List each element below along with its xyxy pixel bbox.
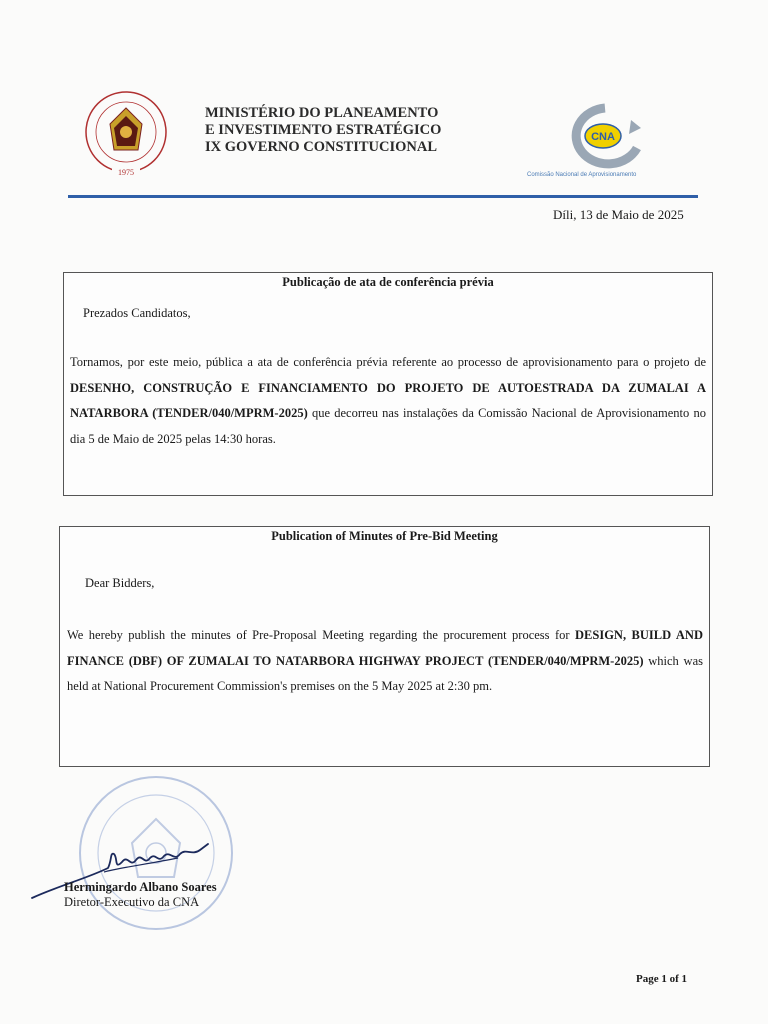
svg-text:1975: 1975	[118, 168, 134, 177]
paragraph-pt: Tornamos, por este meio, pública a ata de conferência prévia referente ao processo de aprovisionamento para o projeto de DESENHO, CONSTRUÇÃO E FINANCIAMENTO DO PROJETO DE AUTOESTRADA DA ZUMALAI A NATARBORA (TENDER/040/MPRM-2025) que decorreu nas instalações da Comissão Nacional de Aprovisionamento no dia 5 de Maio de 2025 pelas 14:30 horas.	[70, 355, 706, 446]
section-title-pt: Publicação de ata de conferência prévia	[282, 275, 494, 289]
signer-name: Hermingardo Albano Soares	[64, 880, 217, 894]
signer-role: Diretor-Executivo da CNA	[64, 895, 200, 909]
salutation-pt: Prezados Candidatos,	[83, 306, 191, 320]
signer-block	[64, 880, 217, 910]
publication-box-en	[59, 526, 710, 767]
svg-text:CNA: CNA	[591, 131, 615, 143]
ministry-line-2: E INVESTIMENTO ESTRATÉGICO	[205, 122, 442, 138]
header-divider	[68, 195, 698, 198]
ministry-line-1: MINISTÉRIO DO PLANEAMENTO	[205, 105, 439, 121]
document-date: Díli, 13 de Maio de 2025	[553, 207, 684, 222]
publication-box-pt	[63, 272, 713, 496]
salutation-en: Dear Bidders,	[85, 576, 155, 590]
section-title-en: Publication of Minutes of Pre-Bid Meeting	[271, 529, 498, 543]
page-number: Page 1 of 1	[636, 973, 688, 985]
cna-caption: Comissão Nacional de Aprovisionamento	[527, 172, 637, 178]
government-seal	[82, 88, 170, 180]
paragraph-en: We hereby publish the minutes of Pre-Proposal Meeting regarding the procurement process for DESIGN, BUILD AND FINANCE (DBF) OF ZUMALAI TO NATARBORA HIGHWAY PROJECT (TENDER/040/MPRM-2025) which was held at National Procurement Commission's premises on the 5 May 2025 at 2:30 pm.	[67, 628, 703, 693]
ministry-line-3: IX GOVERNO CONSTITUCIONAL	[205, 139, 438, 155]
ministry-title	[205, 105, 441, 156]
